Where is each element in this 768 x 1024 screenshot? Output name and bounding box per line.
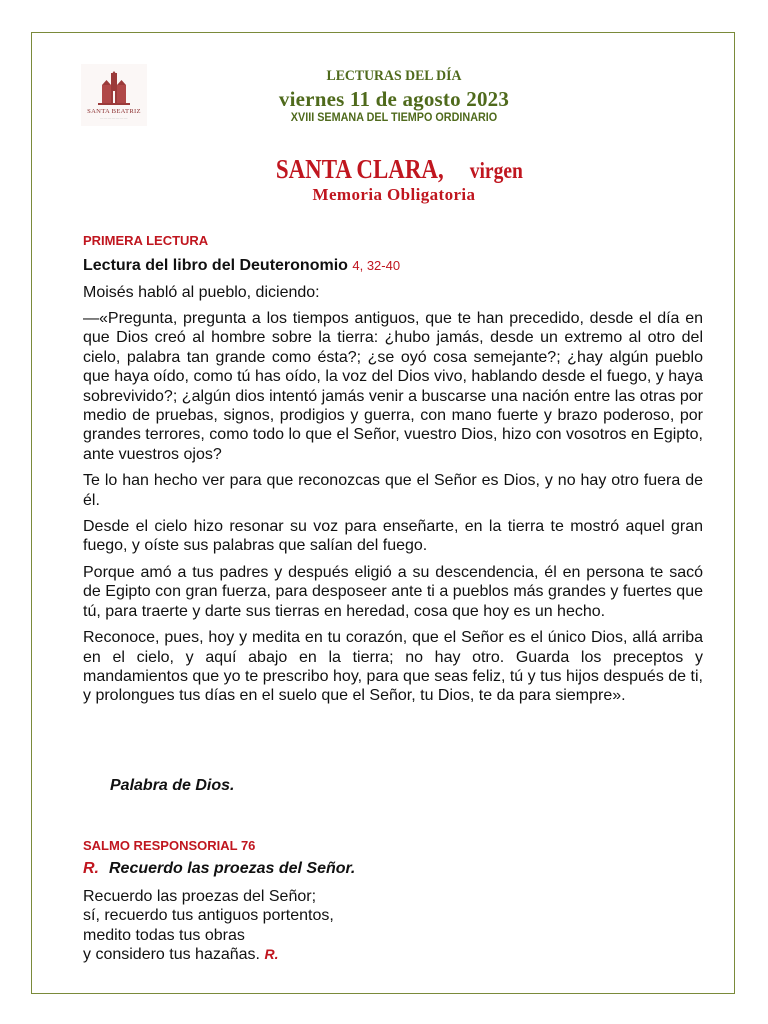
reading-body [83,309,703,713]
logo-subtitle: ——————— [100,115,128,120]
reading-intro [83,283,703,302]
book-name: Lectura del libro del Deuteronomio [83,257,348,274]
psalm-stanza [83,887,334,965]
response-marker: R. [83,860,99,877]
psalm-line: medito todas tus obras [83,926,245,944]
feast-name: SANTA CLARA, [275,154,444,184]
logo-name: SANTA BEATRIZ [87,107,141,115]
psalm-line: y considero tus hazañas. [83,946,260,964]
reading-book-title [83,257,400,275]
header-date: viernes 11 de agosto 2023 [278,87,510,111]
psalm-line-last [83,945,334,964]
response-text: Recuerdo las proezas del Señor. [109,860,356,877]
feast-subtitle: virgen [469,158,523,183]
reading-paragraph: Te lo han hecho ver para que reconozcas que el Señor es Dios, y no hay otro fuera de él. [83,472,703,509]
reading-paragraph: Reconoce, pues, hoy y medita en tu corazón, que el Señor es el único Dios, allá arriba en el cielo, y aquí abajo en la tierra; no hay otro. Guarda los preceptos y mandamientos que yo te prescribo hoy, para que seas feliz, tú y tus hijos después de ti, y prolongues tus días en el suelo que el Señor, tu Dios, te da para siempre». [83,629,703,705]
psalm-label: SALMO RESPONSORIAL 76 [83,838,256,853]
feast-rank: Memoria Obligatoria [312,185,476,204]
reading-paragraph: Porque amó a tus padres y después eligió a su descendencia, él en persona te sacó de Egipto con gran fuerza, para desposeer ante ti a pueblos más grandes y fuertes que tú, para traerte y darte sus tierras en heredad, cosa que hoy es un hecho. [83,563,703,620]
stanza-end-marker: R. [264,946,279,963]
first-reading-label: PRIMERA LECTURA [83,233,209,248]
psalm-response [83,860,355,878]
book-reference: 4, 32-40 [352,258,401,273]
word-of-god-closing: Palabra de Dios. [110,777,235,794]
reading-paragraph: Desde el cielo hizo resonar su voz para enseñarte, en la tierra te mostró aquel gran fuego, y oíste sus palabras que salían del fuego. [83,518,703,555]
header-week: XVIII SEMANA DEL TIEMPO ORDINARIO [290,110,498,124]
reading-paragraph: —«Pregunta, pregunta a los tiempos antiguos, que te han precedido, desde el día en que Dios creó al hombre sobre la tierra: ¿hubo jamás, desde un extremo al otro del cielo, palabra tan grande como ésta?; ¿se oyó cosa semejante?; ¿hay algún pueblo que haya oído, como tú has oído, la voz del Dios vivo, hablando desde el fuego, y haya sobrevivido?; ¿algún dios intentó jamás venir a buscarse una nación entre las otras por medio de pruebas, signos, prodigios y guerra, con mano fuerte y brazo poderoso, por grandes terrores, como todo lo que el Señor, vuestro Dios, hizo con vosotros en Egipto, ante vuestros ojos? [83,310,703,463]
psalm-line: sí, recuerdo tus antiguos portentos, [83,907,334,925]
feast-title [0,154,768,185]
psalm-line: Recuerdo las proezas del Señor; [83,888,317,905]
intro-text: Moisés habló al pueblo, diciendo: [83,284,320,301]
header-title: LECTURAS DEL DÍA [326,68,462,84]
